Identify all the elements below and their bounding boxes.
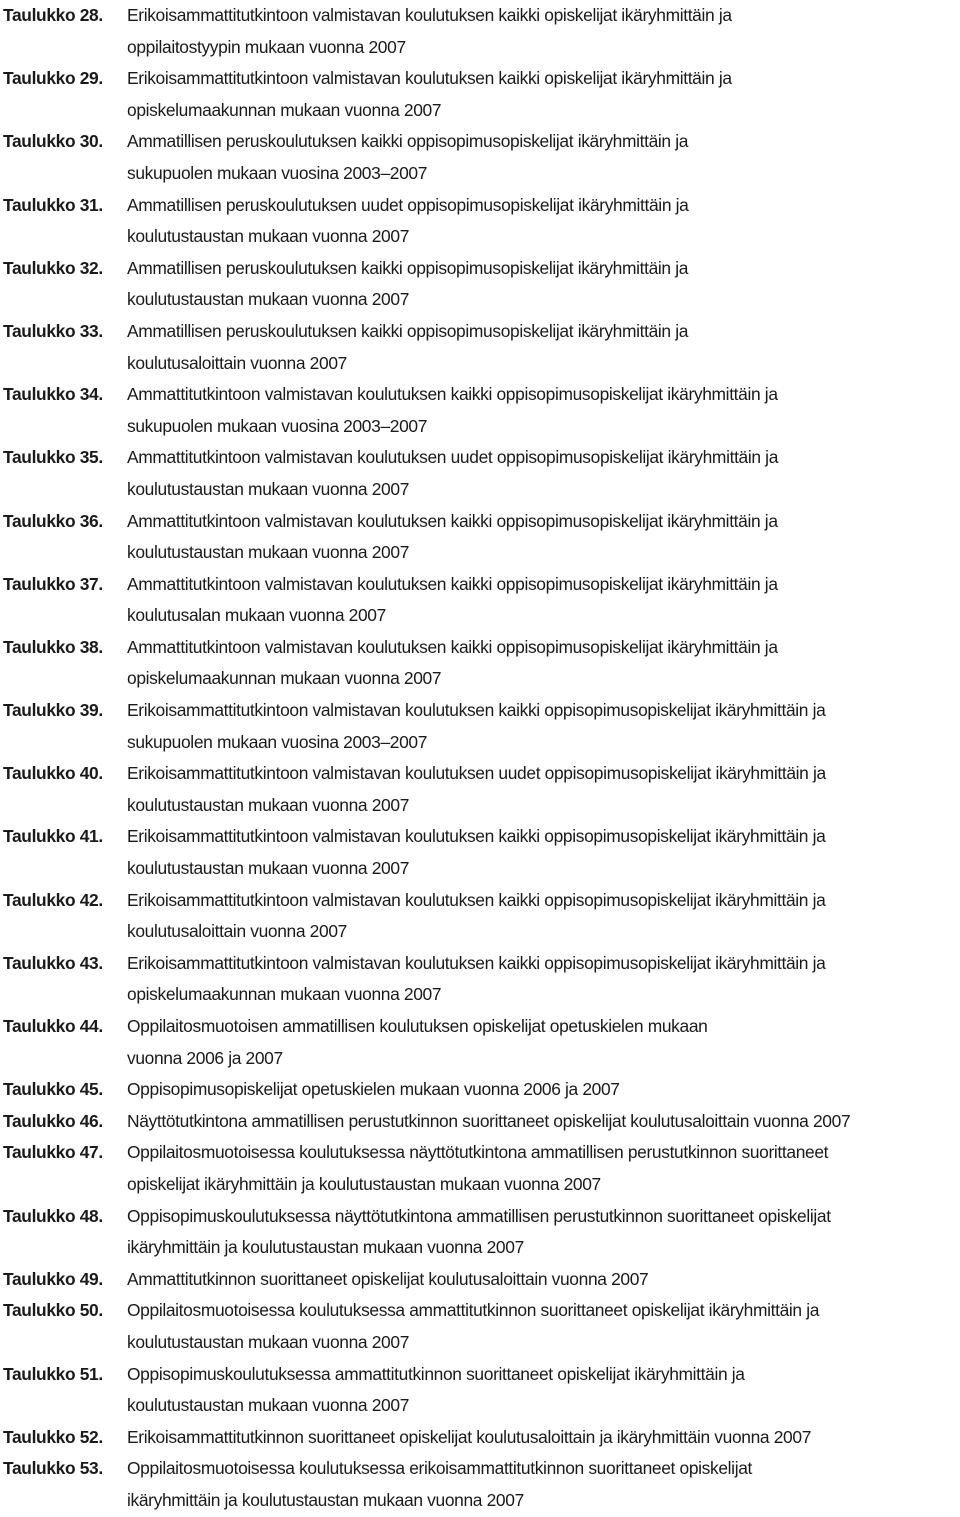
table-title-line: Oppisopimuskoulutuksessa ammattitutkinnon suorittaneet opiskelijat ikäryhmittäin ja	[127, 1363, 745, 1384]
table-title	[127, 695, 960, 758]
table-number-label: Taulukko 39.	[3, 700, 103, 721]
table-title-line: oppilaitostyypin mukaan vuonna 2007	[127, 36, 406, 57]
table-title-line: Oppilaitosmuotoisessa koulutuksessa erikoisammattitutkinnon suorittaneet opiskelijat	[127, 1458, 753, 1479]
table-title-line: Erikoisammattitutkintoon valmistavan koulutuksen uudet oppisopimusopiskelijat ikäryhmittäin ja	[127, 763, 826, 784]
table-number-label: Taulukko 32.	[3, 257, 103, 278]
toc-entry	[3, 1137, 960, 1200]
table-title-line: koulutustaustan mukaan vuonna 2007	[127, 478, 410, 499]
toc-entry	[3, 442, 960, 505]
table-title	[127, 316, 960, 379]
table-number-label: Taulukko 53.	[3, 1458, 103, 1479]
table-title	[127, 1201, 960, 1264]
table-title-line: Ammattitutkintoon valmistavan koulutuksen uudet oppisopimusopiskelijat ikäryhmittäin ja	[127, 447, 779, 468]
toc-entry	[3, 1359, 960, 1422]
table-title-line: koulutustaustan mukaan vuonna 2007	[127, 1395, 410, 1416]
toc-entry	[3, 1422, 960, 1454]
table-title-line: koulutustaustan mukaan vuonna 2007	[127, 794, 410, 815]
table-title-line: sukupuolen mukaan vuosina 2003–2007	[127, 162, 428, 183]
table-number-label: Taulukko 31.	[3, 194, 103, 215]
table-title	[127, 506, 960, 569]
table-number-label: Taulukko 35.	[3, 447, 103, 468]
table-number-label: Taulukko 34.	[3, 384, 103, 405]
table-title-line: Ammatillisen peruskoulutuksen kaikki oppisopimusopiskelijat ikäryhmittäin ja	[127, 257, 689, 278]
table-title-line: sukupuolen mukaan vuosina 2003–2007	[127, 415, 428, 436]
table-title	[127, 63, 960, 126]
table-number-label: Taulukko 33.	[3, 320, 103, 341]
table-title	[127, 253, 960, 316]
table-title-line: Ammattitutkintoon valmistavan koulutuksen kaikki oppisopimusopiskelijat ikäryhmittäin ja	[127, 384, 778, 405]
table-title-line: Oppisopimuskoulutuksessa näyttötutkintona ammatillisen perustutkinnon suorittaneet opiskelijat	[127, 1205, 831, 1226]
table-number-label: Taulukko 36.	[3, 510, 103, 531]
table-title-line: Näyttötutkintona ammatillisen perustutkinnon suorittaneet opiskelijat koulutusaloittain vuonna 2007	[127, 1110, 851, 1131]
table-title-line: Erikoisammattitutkintoon valmistavan koulutuksen kaikki oppisopimusopiskelijat ikäryhmittäin ja	[127, 700, 826, 721]
table-number-label: Taulukko 51.	[3, 1363, 103, 1384]
toc-entry	[3, 758, 960, 821]
table-title-line: koulutustaustan mukaan vuonna 2007	[127, 858, 410, 879]
table-title-line: Oppilaitosmuotoisessa koulutuksessa ammattitutkinnon suorittaneet opiskelijat ikäryhmittäin ja	[127, 1300, 820, 1321]
table-title-line: Ammatillisen peruskoulutuksen kaikki oppisopimusopiskelijat ikäryhmittäin ja	[127, 131, 689, 152]
table-title-line: koulutustaustan mukaan vuonna 2007	[127, 289, 410, 310]
toc-entry	[3, 253, 960, 316]
table-title	[127, 1137, 960, 1200]
table-title	[127, 1011, 960, 1074]
table-title	[127, 1453, 960, 1516]
toc-entry	[3, 1074, 960, 1106]
table-title-line: sukupuolen mukaan vuosina 2003–2007	[127, 731, 428, 752]
table-title	[127, 948, 960, 1011]
table-number-label: Taulukko 41.	[3, 826, 103, 847]
table-title-line: Erikoisammattitutkintoon valmistavan koulutuksen kaikki opiskelijat ikäryhmittäin ja	[127, 5, 732, 25]
toc-entry	[3, 1201, 960, 1264]
table-title-line: Erikoisammattitutkintoon valmistavan koulutuksen kaikki oppisopimusopiskelijat ikäryhmittäin ja	[127, 889, 826, 910]
table-title	[127, 190, 960, 253]
table-title-line: Ammatillisen peruskoulutuksen kaikki oppisopimusopiskelijat ikäryhmittäin ja	[127, 320, 689, 341]
toc-entry	[3, 379, 960, 442]
table-title-line: Oppilaitosmuotoisessa koulutuksessa näyttötutkintona ammatillisen perustutkinnon suorittaneet	[127, 1142, 829, 1163]
table-title-line: ikäryhmittäin ja koulutustaustan mukaan vuonna 2007	[127, 1237, 524, 1258]
toc-entry	[3, 1011, 960, 1074]
table-of-contents-list	[3, 0, 960, 1517]
table-number-label: Taulukko 37.	[3, 573, 103, 594]
table-title	[127, 1359, 960, 1422]
table-title	[127, 1422, 960, 1454]
table-number-label: Taulukko 29.	[3, 68, 103, 89]
table-title-line: Erikoisammattitutkintoon valmistavan koulutuksen kaikki opiskelijat ikäryhmittäin ja	[127, 68, 732, 89]
toc-entry	[3, 316, 960, 379]
table-title-line: koulutusaloittain vuonna 2007	[127, 352, 347, 373]
table-number-label: Taulukko 49.	[3, 1268, 103, 1289]
table-title-line: vuonna 2006 ja 2007	[127, 1047, 283, 1068]
toc-entry	[3, 0, 960, 63]
table-title-line: Oppisopimusopiskelijat opetuskielen mukaan vuonna 2006 ja 2007	[127, 1079, 620, 1100]
toc-entry	[3, 695, 960, 758]
toc-entry	[3, 1453, 960, 1516]
table-number-label: Taulukko 38.	[3, 636, 103, 657]
table-title	[127, 1074, 960, 1106]
toc-entry	[3, 885, 960, 948]
table-number-label: Taulukko 42.	[3, 889, 103, 910]
table-title	[127, 569, 960, 632]
toc-entry	[3, 126, 960, 189]
toc-entry	[3, 506, 960, 569]
table-title-line: opiskelumaakunnan mukaan vuonna 2007	[127, 99, 442, 120]
table-number-label: Taulukko 45.	[3, 1079, 103, 1100]
table-title	[127, 632, 960, 695]
table-title-line: Ammattitutkintoon valmistavan koulutuksen kaikki oppisopimusopiskelijat ikäryhmittäin ja	[127, 636, 778, 657]
table-title-line: Ammatillisen peruskoulutuksen uudet oppisopimusopiskelijat ikäryhmittäin ja	[127, 194, 689, 215]
toc-entry	[3, 63, 960, 126]
table-number-label: Taulukko 52.	[3, 1426, 103, 1447]
table-title-line: opiskelumaakunnan mukaan vuonna 2007	[127, 984, 442, 1005]
table-title-line: Erikoisammattitutkintoon valmistavan koulutuksen kaikki oppisopimusopiskelijat ikäryhmittäin ja	[127, 826, 826, 847]
table-number-label: Taulukko 48.	[3, 1205, 103, 1226]
table-title	[127, 0, 960, 63]
table-title-line: opiskelumaakunnan mukaan vuonna 2007	[127, 668, 442, 689]
toc-entry	[3, 1106, 960, 1138]
table-title-line: Ammattitutkinnon suorittaneet opiskelijat koulutusaloittain vuonna 2007	[127, 1268, 649, 1289]
table-title	[127, 1106, 960, 1138]
table-title-line: koulutusalan mukaan vuonna 2007	[127, 605, 386, 626]
table-title-line: koulutusaloittain vuonna 2007	[127, 921, 347, 942]
table-number-label: Taulukko 40.	[3, 763, 103, 784]
table-title-line: Erikoisammattitutkinnon suorittaneet opiskelijat koulutusaloittain ja ikäryhmittäin vuonna 2007	[127, 1426, 812, 1447]
table-title-line: koulutustaustan mukaan vuonna 2007	[127, 226, 410, 247]
table-title	[127, 379, 960, 442]
table-title	[127, 442, 960, 505]
table-title	[127, 885, 960, 948]
table-title-line: koulutustaustan mukaan vuonna 2007	[127, 542, 410, 563]
table-title	[127, 821, 960, 884]
table-title	[127, 758, 960, 821]
table-title-line: koulutustaustan mukaan vuonna 2007	[127, 1331, 410, 1352]
table-title-line: opiskelijat ikäryhmittäin ja koulutustaustan mukaan vuonna 2007	[127, 1173, 601, 1194]
table-title-line: Ammattitutkintoon valmistavan koulutuksen kaikki oppisopimusopiskelijat ikäryhmittäin ja	[127, 573, 778, 594]
table-number-label: Taulukko 43.	[3, 952, 103, 973]
toc-entry	[3, 948, 960, 1011]
table-number-label: Taulukko 44.	[3, 1016, 103, 1036]
table-title	[127, 1264, 960, 1296]
table-title-line: Erikoisammattitutkintoon valmistavan koulutuksen kaikki oppisopimusopiskelijat ikäryhmittäin ja	[127, 952, 826, 973]
table-title	[127, 1295, 960, 1358]
table-number-label: Taulukko 30.	[3, 131, 103, 152]
table-title-line: Oppilaitosmuotoisen ammatillisen koulutuksen opiskelijat opetuskielen mukaan	[127, 1016, 708, 1036]
table-title-line: ikäryhmittäin ja koulutustaustan mukaan vuonna 2007	[127, 1489, 524, 1510]
table-title	[127, 126, 960, 189]
toc-entry	[3, 632, 960, 695]
toc-entry	[3, 821, 960, 884]
toc-entry	[3, 190, 960, 253]
table-title-line: Ammattitutkintoon valmistavan koulutuksen kaikki oppisopimusopiskelijat ikäryhmittäin ja	[127, 510, 778, 531]
toc-entry	[3, 569, 960, 632]
table-number-label: Taulukko 50.	[3, 1300, 103, 1321]
toc-entry	[3, 1264, 960, 1296]
table-number-label: Taulukko 47.	[3, 1142, 103, 1163]
toc-entry	[3, 1295, 960, 1358]
table-number-label: Taulukko 46.	[3, 1110, 103, 1131]
table-number-label: Taulukko 28.	[3, 5, 103, 25]
